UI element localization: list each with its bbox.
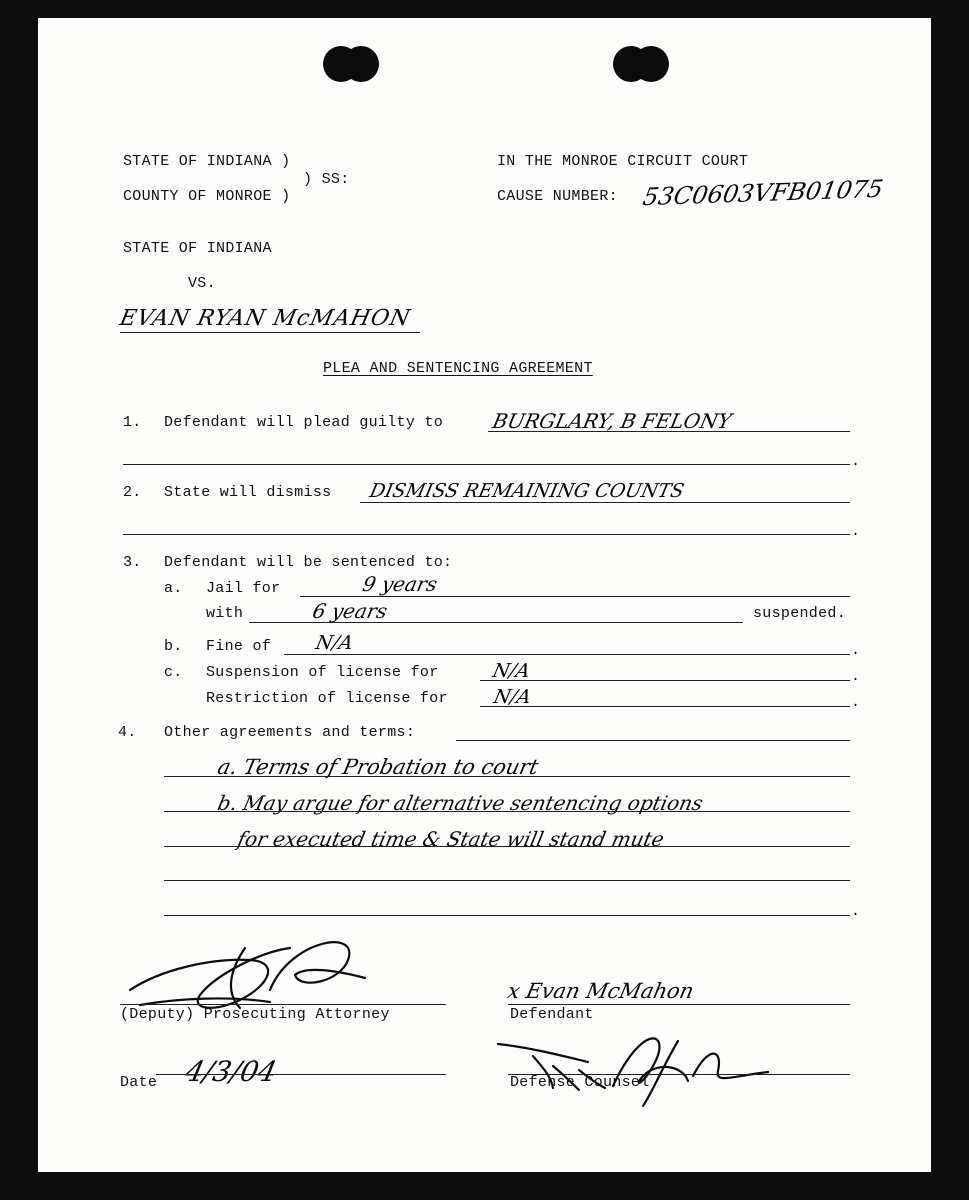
item4-number: 4. — [118, 724, 137, 741]
item2-line2 — [123, 534, 850, 535]
defendant-signature-line — [508, 1004, 850, 1005]
item4-rule5 — [164, 915, 850, 916]
ss-caption: ) SS: — [303, 171, 350, 188]
court-name: IN THE MONROE CIRCUIT COURT — [497, 153, 749, 170]
document-page — [38, 18, 931, 1172]
item3-number: 3. — [123, 554, 142, 571]
item3c-letter: c. — [164, 664, 183, 681]
document-title: PLEA AND SENTENCING AGREEMENT — [323, 360, 593, 377]
state-caption: STATE OF INDIANA ) — [123, 153, 291, 170]
counsel-signature — [493, 1026, 773, 1106]
item3-restriction-line — [480, 706, 850, 707]
punch-hole-right — [613, 46, 673, 84]
date-label: Date — [120, 1074, 158, 1091]
punch-hole-left — [323, 46, 383, 84]
prosecutor-label: (Deputy) Prosecuting Attorney — [120, 1006, 390, 1023]
defendant-label: Defendant — [510, 1006, 594, 1023]
item4-rule2 — [164, 811, 850, 812]
plaintiff-name: STATE OF INDIANA — [123, 240, 272, 257]
item1-value: BURGLARY, B FELONY — [490, 409, 734, 433]
item3c-line — [480, 680, 850, 681]
cause-number-value: 53C0603VFB01075 — [640, 174, 886, 212]
item3-label: Defendant will be sentenced to: — [164, 554, 453, 571]
county-caption: COUNTY OF MONROE ) — [123, 188, 291, 205]
item3a-value: 9 years — [360, 572, 440, 596]
defendant-signature: x Evan McMahon — [505, 979, 696, 1003]
date-value: 4/3/04 — [182, 1055, 280, 1088]
item3-suspended-label: suspended. — [753, 605, 847, 622]
item3c-period: . — [851, 668, 861, 685]
cause-number-label: CAUSE NUMBER: — [497, 188, 618, 205]
item1-period: . — [851, 453, 861, 470]
item3-restriction-label: Restriction of license for — [206, 690, 448, 707]
defendant-name-underline — [120, 332, 420, 333]
item4-rule4 — [164, 880, 850, 881]
item3-with-value: 6 years — [310, 599, 390, 623]
item2-number: 2. — [123, 484, 142, 501]
item3b-line — [284, 654, 850, 655]
item4-rule3 — [164, 846, 850, 847]
item2-line — [360, 502, 850, 503]
item4-label: Other agreements and terms: — [164, 724, 416, 741]
item1-line — [488, 431, 850, 432]
item4-rule1 — [164, 776, 850, 777]
item1-label: Defendant will plead guilty to — [164, 414, 444, 431]
item1-number: 1. — [123, 414, 142, 431]
item2-value: DISMISS REMAINING COUNTS — [367, 480, 687, 502]
item3b-label: Fine of — [206, 638, 272, 655]
item4-line3: for executed time & State will stand mute — [235, 827, 667, 851]
counsel-label: Defense Counsel — [510, 1074, 650, 1091]
item3b-period: . — [851, 642, 861, 659]
item4-line0 — [456, 740, 850, 741]
item3-with-label: with — [206, 605, 244, 622]
item1-line2 — [123, 464, 850, 465]
item3a-letter: a. — [164, 580, 183, 597]
item3c-value: N/A — [490, 660, 533, 682]
item3c-label: Suspension of license for — [206, 664, 439, 681]
defendant-name: EVAN RYAN McMAHON — [117, 306, 413, 331]
item3b-value: N/A — [313, 632, 356, 654]
item3-restriction-period: . — [851, 694, 861, 711]
item4-line2: b. May argue for alternative sentencing options — [215, 791, 706, 815]
item3a-label: Jail for — [206, 580, 281, 597]
prosecutor-signature-line — [120, 1004, 446, 1005]
item3a-line — [300, 596, 850, 597]
item3-restriction-value: N/A — [491, 686, 534, 708]
item3-with-line — [249, 622, 743, 623]
versus-label: VS. — [188, 275, 216, 292]
item4-line1: a. Terms of Probation to court — [215, 755, 541, 779]
item4-period: . — [851, 903, 861, 920]
date-line — [156, 1074, 446, 1075]
item2-label: State will dismiss — [164, 484, 332, 501]
item2-period: . — [851, 523, 861, 540]
item3b-letter: b. — [164, 638, 183, 655]
